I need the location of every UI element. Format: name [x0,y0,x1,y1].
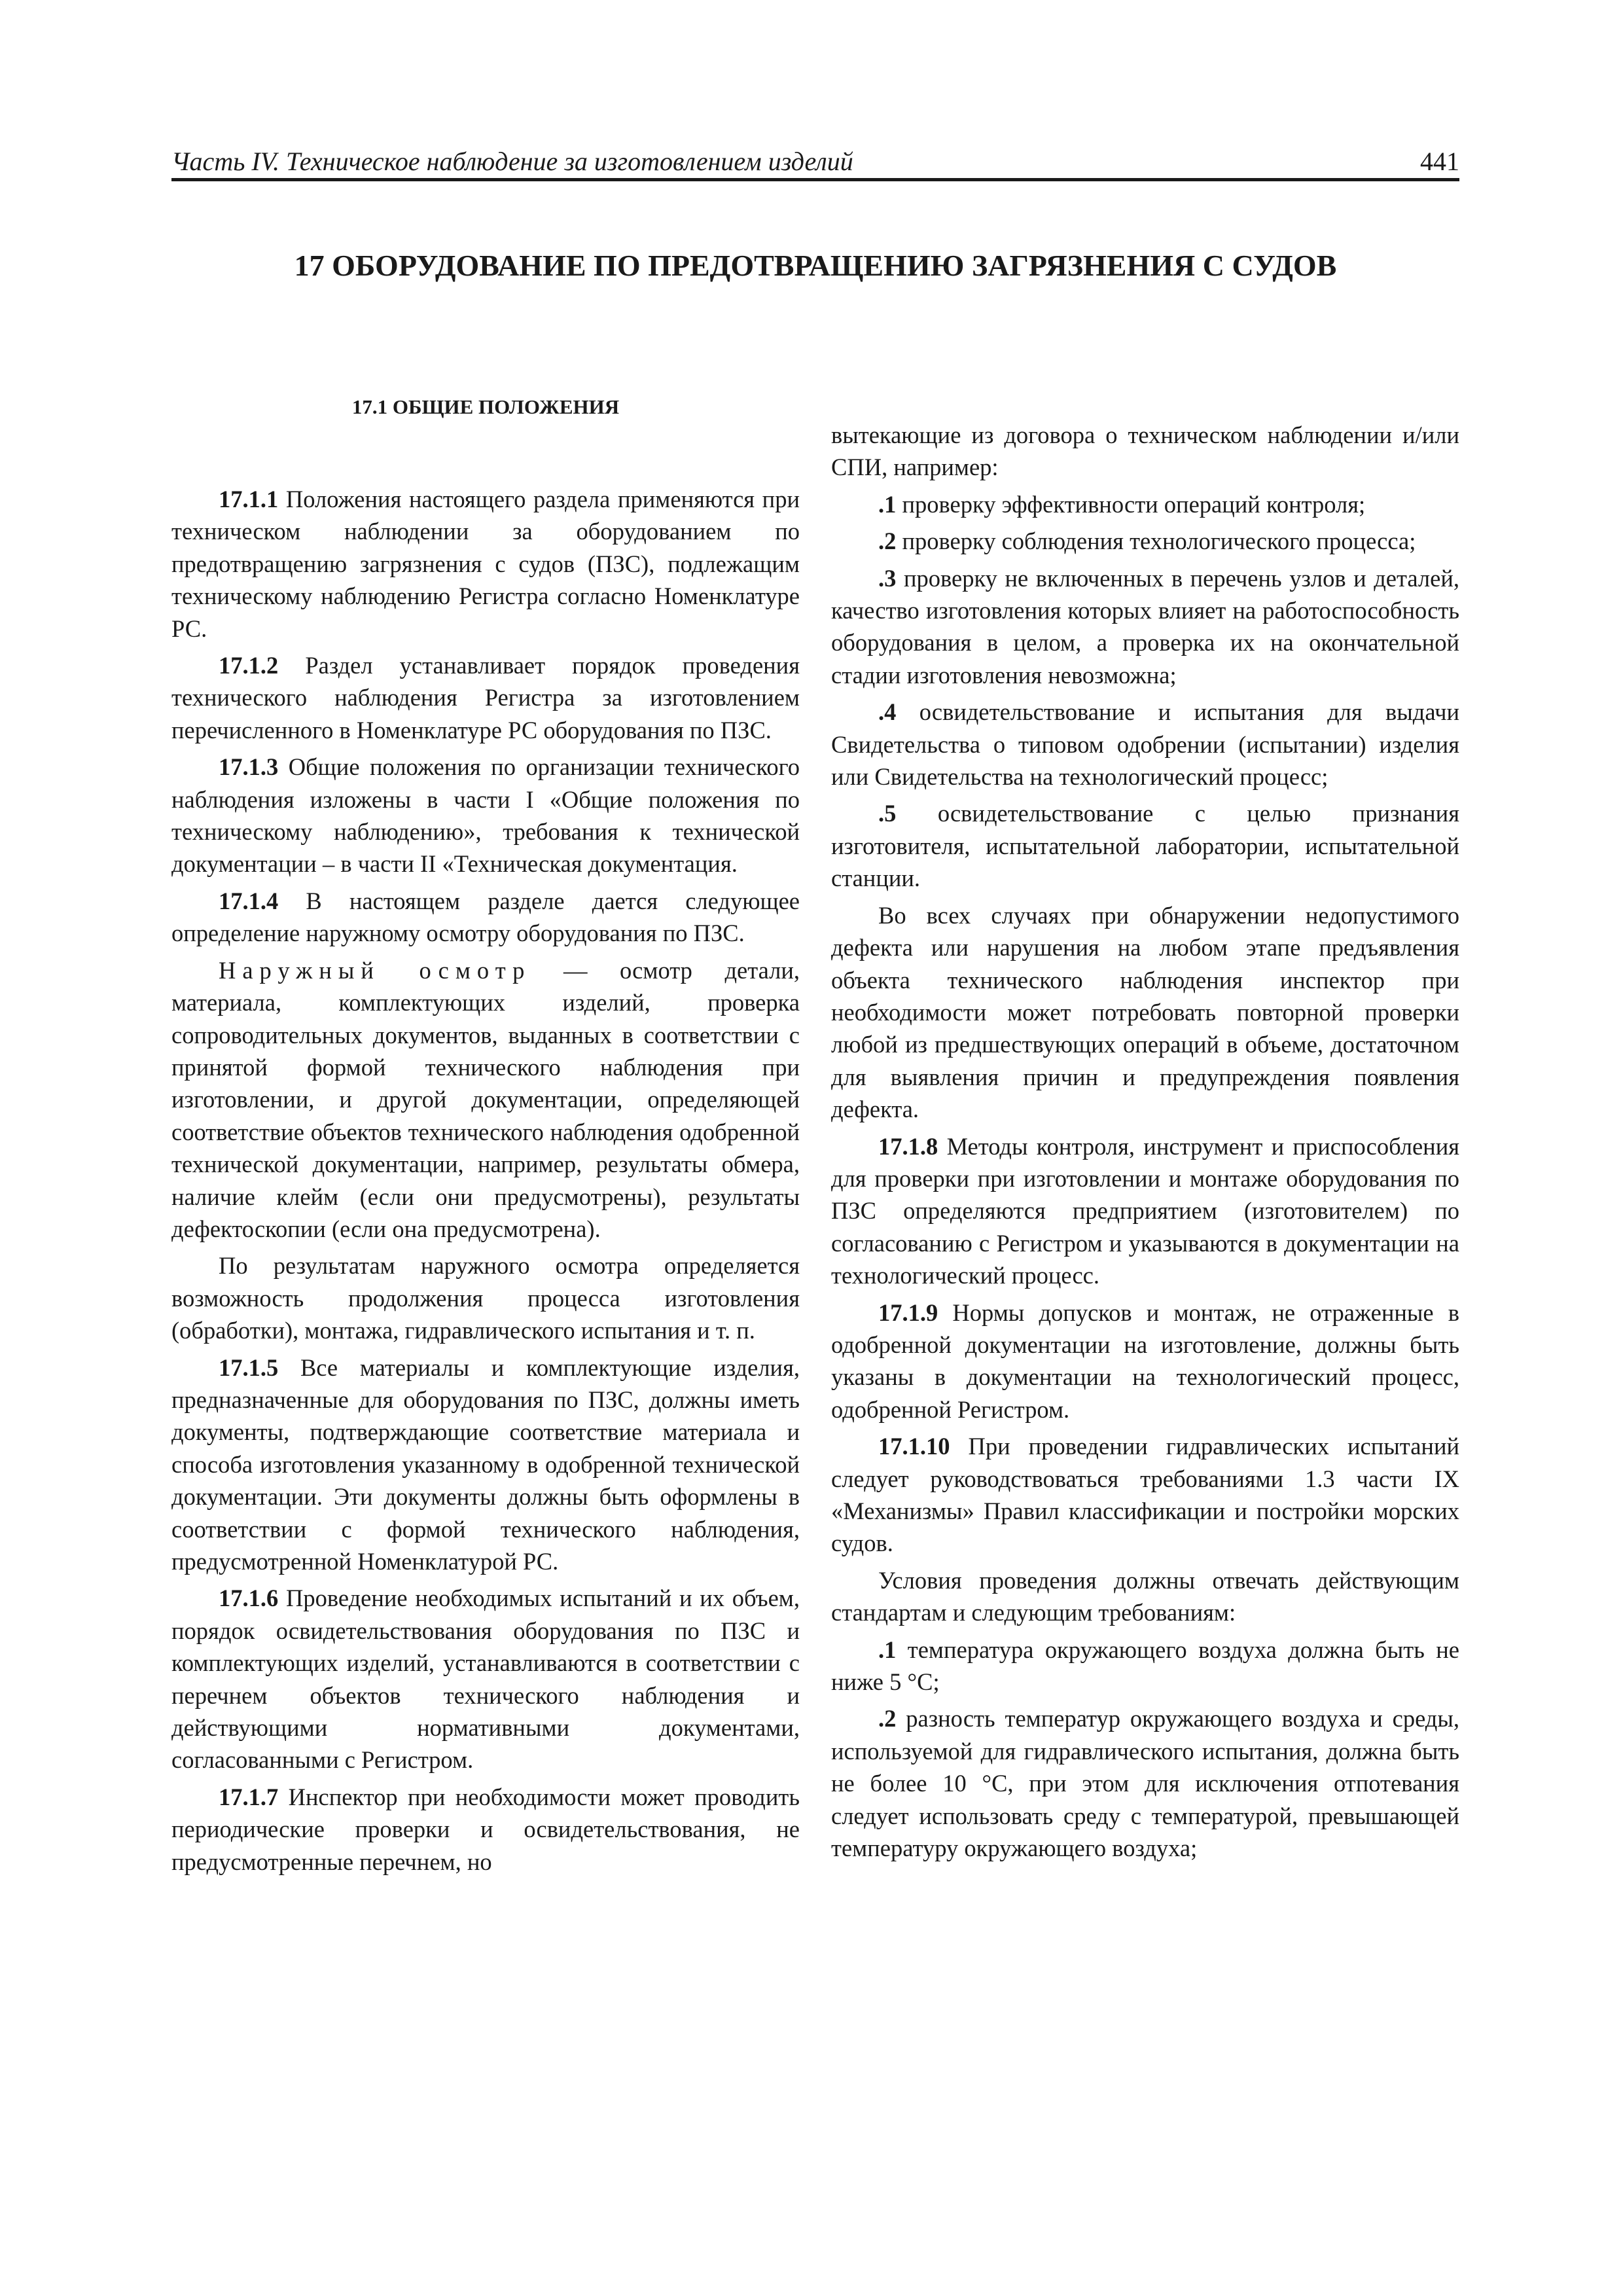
paragraph-text: проверку соблюдения технологического процесса; [902,528,1416,555]
paragraph [831,488,1459,520]
chapter-title: 17 ОБОРУДОВАНИЕ ПО ПРЕДОТВРАЩЕНИЮ ЗАГРЯЗНЕНИЯ С СУДОВ [294,249,1337,282]
paragraph [171,954,800,1246]
paragraph-number: 17.1.1 [219,486,279,512]
left-column [171,483,800,1882]
paragraph-number: .4 [878,698,897,726]
paragraph-text: Положения настоящего раздела применяются при техническом наблюдении за оборудованием по предотвращению загрязнения с судов (ПЗС), подлежащим техническому наблюдению Регистра согласно Номенклатуре РС. [171,486,800,642]
defined-term: Наружный осмотр [219,956,531,984]
paragraph-number: .2 [878,528,897,555]
paragraph-text: Проведение необходимых испытаний и их объем, порядок освидетельствования оборудования по ПЗС и комплектующих изделий, устанавливаются в соответствии с перечнем объектов технического наблюдения и действующими нормативными документами, согласованными с Регистром. [171,1585,800,1774]
paragraph [171,751,800,880]
paragraph-number: 17.1.5 [219,1354,279,1381]
paragraph-text: температура окружающего воздуха должна быть не ниже 5 °С; [831,1636,1459,1696]
paragraph-text: разность температур окружающего воздуха и среды, используемой для гидравлического испытания, должна быть не более 10 °С, при этом для исключения отпотевания следует использовать среду с температурой, превышающей температуру окружающего воздуха; [831,1705,1460,1862]
paragraph [171,1352,800,1578]
paragraph-number: 17.1.3 [219,753,279,781]
paragraph-text: Все материалы и комплектующие изделия, предназначенные для оборудования по ПЗС, должны иметь документы, подтверждающие соответствие материала и способа изготовления указанному в одобренной технической документации. Эти документы должны быть оформлены в соответствии с формой технического наблюдения, предусмотренной Номенклатурой РС. [171,1354,800,1575]
paragraph [831,1130,1459,1292]
paragraph [831,562,1459,692]
page-number: 441 [1420,147,1459,176]
section-heading: 17.1 ОБЩИЕ ПОЛОЖЕНИЯ [351,395,620,418]
paragraph-number: .5 [878,800,897,827]
paragraph [171,885,800,950]
paragraph-number: .2 [878,1705,897,1732]
paragraph-text: Нормы допусков и монтаж, не отраженные в одобренной документации на изготовление, должны быть указаны в документации на технологический процесс, одобренной Регистром. [831,1299,1459,1423]
paragraph [831,797,1459,894]
paragraph [171,1781,800,1878]
paragraph-text: В настоящем разделе дается следующее определение наружному осмотру оборудования по ПЗС. [171,887,800,947]
running-head-title: Часть IV. Техническое наблюдение за изготовлением изделий [171,147,853,176]
paragraph [831,1430,1459,1560]
paragraph [831,696,1459,793]
paragraph-number: .3 [878,564,897,592]
paragraph [831,525,1459,557]
paragraph [171,483,800,645]
paragraph-text: проверку не включенных в перечень узлов и деталей, качество изготовления которых влияет на работоспособность оборудования в целом, а проверка их на окончательной стадии изготовления невозможна; [831,564,1459,689]
paragraph-text: Методы контроля, инструмент и приспособления для проверки при изготовлении и монтаже оборудования по ПЗС определяются предприятием (изготовителем) по согласованию с Регистром и указываются в документации на технологический процесс. [831,1132,1460,1289]
paragraph [171,649,800,746]
paragraph [831,1634,1459,1698]
paragraph-number: .1 [878,1636,897,1663]
paragraph-number: 17.1.10 [878,1433,950,1460]
paragraph-text: проверку эффективности операций контроля; [902,490,1366,518]
paragraph-number: .1 [878,490,897,518]
paragraph [831,1297,1459,1426]
paragraph-text: Раздел устанавливает порядок проведения технического наблюдения Регистра за изготовлением перечисленного в Номенклатуре РС оборудования по ПЗС. [171,652,800,744]
paragraph-number: 17.1.4 [219,887,279,914]
paragraph-number: 17.1.6 [219,1585,279,1612]
paragraph-text: Условия проведения должны отвечать действующим стандартам и следующим требованиям: [831,1566,1459,1626]
paragraph [171,1249,800,1346]
paragraph [831,1564,1459,1629]
paragraph [171,1582,800,1776]
paragraph-text: Общие положения по организации технического наблюдения изложены в части I «Общие положения по техническому наблюдению», требования к технической документации – в части II «Техническая документация. [171,753,800,878]
paragraph-text: освидетельствование и испытания для выдачи Свидетельства о типовом одобрении (испытании) изделия или Свидетельства на технологический процесс; [831,698,1459,791]
paragraph-text: вытекающие из договора о техническом наблюдении и/или СПИ, например: [831,422,1459,481]
paragraph [831,1702,1459,1864]
paragraph-number: 17.1.7 [219,1783,279,1810]
paragraph [831,899,1459,1126]
paragraph-number: 17.1.8 [878,1132,938,1160]
paragraph [831,419,1459,484]
paragraph-number: 17.1.9 [878,1299,938,1326]
paragraph-text: При проведении гидравлических испытаний следует руководствоваться требованиями 1.3 части IX «Механизмы» Правил классификации и постройки морских судов. [831,1433,1460,1557]
paragraph-number: 17.1.2 [219,652,279,679]
paragraph-text: — осмотр детали, материала, комплектующих изделий, проверка сопроводительных документов, выданных в соответствии с принятой формой технического наблюдения при изготовлении, и другой документации, определяющей соответствие объектов технического наблюдения одобренной технической документации, например, результаты обмера, наличие клейм (если они предусмотрены), результаты дефектоскопии (если она предусмотрена). [171,956,800,1242]
paragraph-text: Во всех случаях при обнаружении недопустимого дефекта или нарушения на любом этапе предъявления объекта технического наблюдения инспектор при необходимости может потребовать повторной проверки любой из предшествующих операций в объеме, достаточном для выявления причин и предупреждения появления дефекта. [831,901,1459,1123]
paragraph-text: освидетельствование с целью признания изготовителя, испытательной лаборатории, испытательной станции. [831,800,1460,892]
paragraph-text: Инспектор при необходимости может проводить периодические проверки и освидетельствования, не предусмотренные перечнем, но [171,1783,800,1875]
right-column [831,419,1459,1869]
running-head [171,145,1459,181]
paragraph-text: По результатам наружного осмотра определяется возможность продолжения процесса изготовления (обработки), монтажа, гидравлического испытания и т. п. [171,1252,800,1344]
